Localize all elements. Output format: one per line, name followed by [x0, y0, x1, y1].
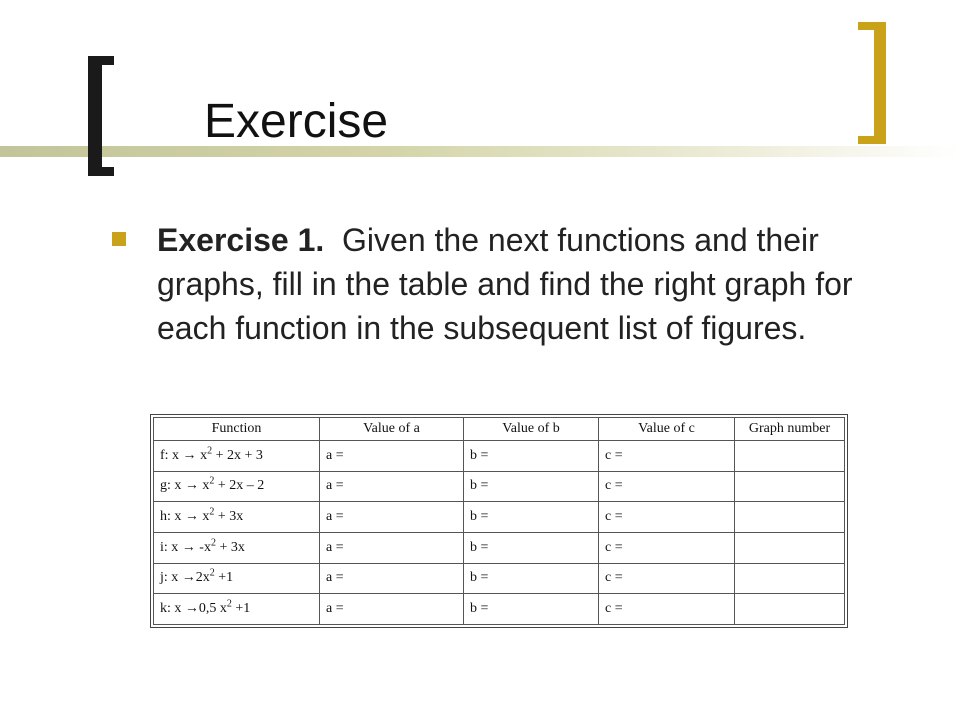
- value-c-cell[interactable]: c =: [599, 471, 735, 502]
- table-row: [154, 441, 845, 472]
- function-cell: j: $x \to 2x^2 +1$: [154, 563, 320, 594]
- table-row: [154, 502, 845, 533]
- function-cell: k: x →0,5 $x^2 +1$: [154, 594, 320, 625]
- value-c-cell[interactable]: c =: [599, 441, 735, 472]
- exercise-bullet: [157, 218, 857, 350]
- value-a-cell[interactable]: a =: [320, 563, 464, 594]
- right-bracket: [874, 22, 886, 144]
- function-table: [150, 414, 848, 628]
- value-a-cell[interactable]: a =: [320, 532, 464, 563]
- function-table-grid: [153, 417, 845, 625]
- graph-number-cell[interactable]: [735, 471, 845, 502]
- exercise-lead: Exercise 1.: [157, 222, 325, 258]
- value-b-cell[interactable]: b =: [464, 532, 599, 563]
- value-c-cell[interactable]: c =: [599, 502, 735, 533]
- value-a-cell[interactable]: a =: [320, 594, 464, 625]
- header-value-b: Value of b: [464, 418, 599, 441]
- exercise-body: Given the next functions and their graphs, fill in the table and find the right graph for each function in the subsequent list of figures.: [157, 222, 853, 346]
- right-bracket-bottom-serif: [858, 136, 886, 144]
- value-c-cell[interactable]: c =: [599, 532, 735, 563]
- bullet-square-icon: [112, 232, 126, 246]
- value-b-cell[interactable]: b =: [464, 441, 599, 472]
- function-cell: i: $x \to -x^2 + 3x$: [154, 532, 320, 563]
- right-bracket-top-serif: [858, 22, 886, 30]
- graph-number-cell[interactable]: [735, 502, 845, 533]
- graph-number-cell[interactable]: [735, 563, 845, 594]
- left-bracket-bottom-serif: [88, 167, 114, 176]
- table-row: [154, 532, 845, 563]
- value-b-cell[interactable]: b =: [464, 502, 599, 533]
- table-row: [154, 594, 845, 625]
- header-value-a: Value of a: [320, 418, 464, 441]
- left-bracket-top-serif: [88, 56, 114, 65]
- function-cell: g: $x \to x^2 + 2x - 2$: [154, 471, 320, 502]
- table-row: [154, 471, 845, 502]
- value-b-cell[interactable]: b =: [464, 563, 599, 594]
- value-b-cell[interactable]: b =: [464, 594, 599, 625]
- graph-number-cell[interactable]: [735, 532, 845, 563]
- value-b-cell[interactable]: b =: [464, 471, 599, 502]
- graph-number-cell[interactable]: [735, 594, 845, 625]
- header-function: Function: [154, 418, 320, 441]
- function-cell: f: $x \to x^2 + 2x + 3$: [154, 441, 320, 472]
- value-c-cell[interactable]: c =: [599, 594, 735, 625]
- header-graph-number: Graph number: [735, 418, 845, 441]
- value-a-cell[interactable]: a =: [320, 502, 464, 533]
- value-a-cell[interactable]: a =: [320, 441, 464, 472]
- function-cell: h: $x \to x^2 + 3x$: [154, 502, 320, 533]
- value-a-cell[interactable]: a =: [320, 471, 464, 502]
- slide-title: Exercise: [204, 95, 389, 148]
- graph-number-cell[interactable]: [735, 441, 845, 472]
- left-bracket: [88, 56, 102, 176]
- value-c-cell[interactable]: c =: [599, 563, 735, 594]
- header-value-c: Value of c: [599, 418, 735, 441]
- table-row: [154, 563, 845, 594]
- title-underline-rule: [0, 146, 960, 157]
- table-header-row: [154, 418, 845, 441]
